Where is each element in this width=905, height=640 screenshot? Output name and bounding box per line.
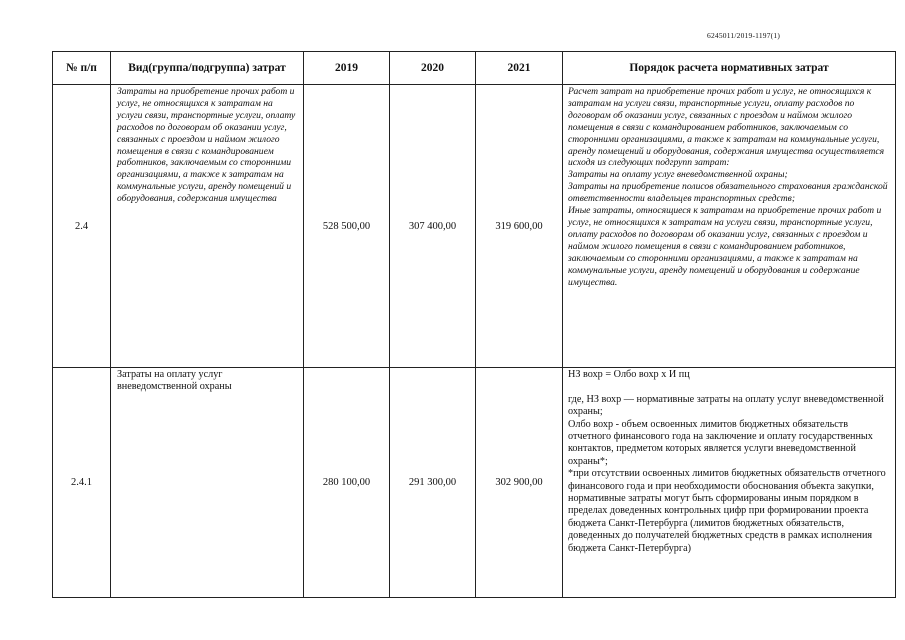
table-row bbox=[53, 368, 896, 598]
row-value-2020: 291 300,00 bbox=[390, 368, 476, 598]
row-value-2021: 319 600,00 bbox=[476, 85, 563, 368]
row-value-2021: 302 900,00 bbox=[476, 368, 563, 598]
method-paragraph: где, НЗ вохр — нормативные затраты на оплату услуг вневедомственной охраны; bbox=[568, 393, 884, 418]
row-method bbox=[563, 85, 896, 368]
row-method bbox=[563, 368, 896, 598]
row-value-2019: 280 100,00 bbox=[304, 368, 390, 598]
header-2021: 2021 bbox=[476, 52, 563, 85]
table-header-row bbox=[53, 52, 896, 85]
method-paragraph: Затраты на приобретение полисов обязательного страхования гражданской ответственности владельцев транспортных средств; bbox=[568, 181, 888, 205]
formula: НЗ вохр = Олбо вохр х И пц bbox=[568, 369, 690, 380]
header-type: Вид(группа/подгруппа) затрат bbox=[111, 52, 304, 85]
table-row bbox=[53, 85, 896, 368]
method-paragraph: Иные затраты, относящиеся к затратам на приобретение прочих работ и услуг, не относящихся к затратам на услуги связи, транспортные услуги, оплату расходов по договорам об оказании услуг, связанных с проездом и наймом жилого помещения в связи с командированием работников, заключаемым со сторонними организациями, а также к затратам на коммунальные услуги, аренду помещений и оборудования и содержание имущества. bbox=[568, 205, 882, 288]
method-paragraph: Затраты на оплату услуг вневедомственной охраны; bbox=[568, 169, 788, 181]
row-value-2019: 528 500,00 bbox=[304, 85, 390, 368]
document-number: 6245011/2019-1197(1) bbox=[707, 31, 781, 40]
row-name: Затраты на приобретение прочих работ и услуг, не относящихся к затратам на услуги связи, транспортные услуги, оплату расходов по договорам об оказании услуг, связанных с проездом и наймом жилого помещения в связи с командированием работников, заключаемым со сторонними организациями, а также к затратам на коммунальные услуги, аренду помещений и оборудования, содержания имущества bbox=[111, 85, 304, 368]
spacer bbox=[568, 381, 891, 393]
row-value-2020: 307 400,00 bbox=[390, 85, 476, 368]
method-footnote: *при отсутствии освоенных лимитов бюджетных обязательств отчетного финансового года и при необходимости обоснования объекта закупки, нормативные затраты могут быть сформированы иным порядком в пределах доведенных контрольных цифр при формировании проекта бюджета Санкт-Петербурга (лимитов бюджетных обязательств, доведенных до получателей бюджетных средств в рамках исполнения бюджета Санкт-Петербурга) bbox=[568, 468, 886, 554]
cost-table bbox=[52, 51, 896, 598]
header-method: Порядок расчета нормативных затрат bbox=[563, 52, 896, 85]
method-paragraph: Расчет затрат на приобретение прочих работ и услуг, не относящихся к затратам на услуги связи, транспортные услуги, оплату расходов по договорам об оказании услуг, связанных с проездом и наймом жилого помещения в связи с командированием работников, заключаемым со сторонними организациями, а также к затратам на коммунальные услуги, аренду помещений и оборудования, содержания имущества осуществляется исходя из следующих подгрупп затрат: bbox=[568, 86, 885, 169]
row-code: 2.4.1 bbox=[53, 368, 111, 598]
header-num: № п/п bbox=[53, 52, 111, 85]
row-code: 2.4 bbox=[53, 85, 111, 368]
header-2019: 2019 bbox=[304, 52, 390, 85]
method-paragraph: Олбо вохр - объем освоенных лимитов бюджетных обязательств отчетного финансового года на заключение и оплату государственных контактов, предметом которых является услуги вневедомственной охраны*; bbox=[568, 418, 873, 467]
header-2020: 2020 bbox=[390, 52, 476, 85]
row-name: Затраты на оплату услуг вневедомственной охраны bbox=[111, 368, 304, 598]
